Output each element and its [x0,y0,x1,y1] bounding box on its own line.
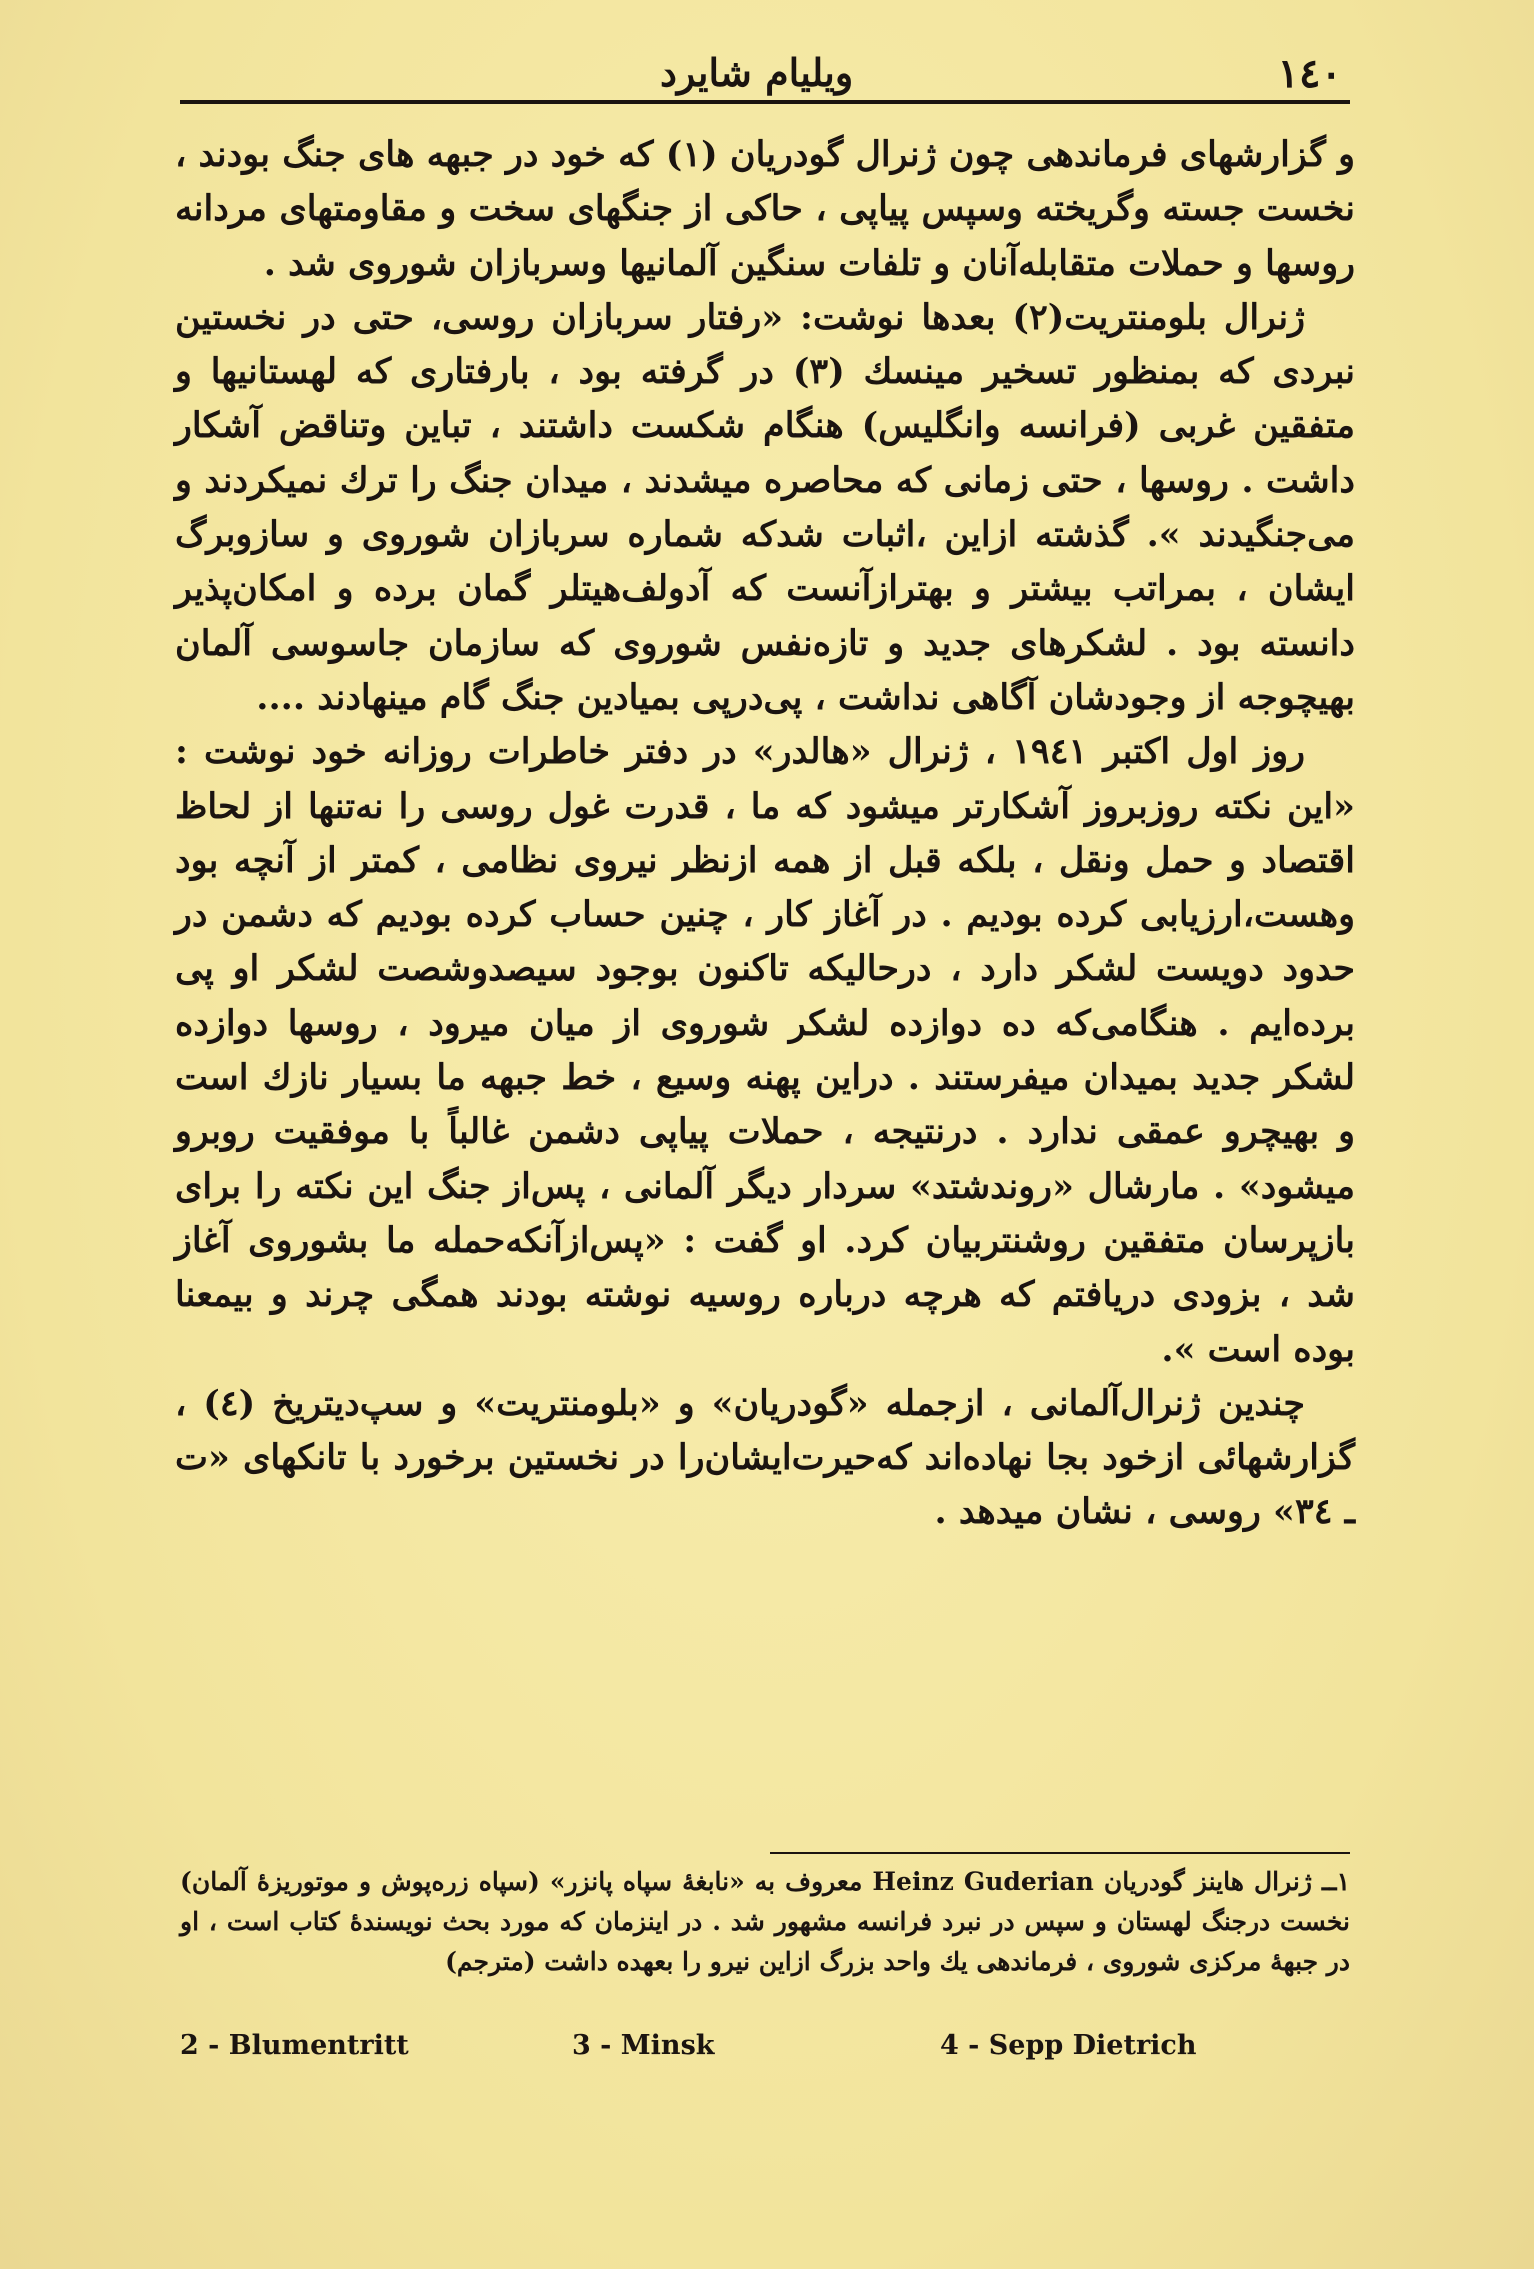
page-header [180,40,1350,102]
body-text [175,128,1355,1540]
paragraph-4: چندین ژنرال‌آلمانی ، ازجمله «گودریان» و «بلومنتریت» و سپ‌دیتریخ (٤) ، گزارشهائی ازخود بجا نهاده‌اند که‌حیرت‌ایشان‌را در نخستین برخورد با تانکهای «ت ـ ۳٤» روسی ، نشان میدهد . [175,1382,1355,1533]
header-rule [180,100,1350,104]
footnotes [180,1862,1350,1982]
footnote-1: ۱ــ ژنرال هاینز گودریان Heinz Guderian معروف به «نابغهٔ سپاه پانزر» (سپاه زره‌پوش و موتوریزهٔ آلمان) نخست درجنگ لهستان و سپس در نبرد فرانسه مشهور شد . در اینزمان که مورد بحث نویسندهٔ کتاب است ، او در جبههٔ مرکزی شوروی ، فرماندهی یك واحد بزرگ ازاین نیرو را بعهده داشت (مترجم) [180,1867,1351,1976]
running-title: ویلیام شایرد [660,50,854,95]
latin-footnotes [180,2030,1260,2070]
paragraph-2: ژنرال بلومنتریت(۲) بعدها نوشت: «رفتار سربازان روسی، حتی در نخستین نبردی که بمنظور تسخیر مینسك (۳) در گرفته بود ، بارفتاری که لهستانیها و متفقین غربی (فرانسه وانگلیس) هنگام شکست داشتند ، تباین وتناقض آشکار داشت . روسها ، حتی زمانی که محاصره میشدند ، میدان جنگ را ترك نمیکردند و می‌جنگیدند ». گذشته ازاین ،اثبات شدکه شماره سربازان شوروی و سازوبرگ ایشان ، بمراتب بیشتر و بهترازآنست که آدولف‌هیتلر گمان برده و امکان‌پذیر دانسته بود . لشکرهای جدید و تازه‌نفس شوروی که سازمان جاسوسی آلمان بهیچوجه از وجودشان آگاهی نداشت ، پی‌درپی بمیادین جنگ گام مینهادند .... [175,296,1355,718]
footnote-3: 3 - Minsk [572,2030,715,2061]
page-number: ١٤٠ [1277,50,1342,97]
footnote-2: 2 - Blumentritt [180,2030,409,2061]
footnote-rule [770,1852,1350,1854]
paragraph-3: روز اول اکتبر ۱۹٤۱ ، ژنرال «هالدر» در دفتر خاطرات روزانه خود نوشت : «این نکته روزبروز آشکارتر میشود که ما ، قدرت غول روسی را نه‌تنها از لحاظ اقتصاد و حمل ونقل ، بلکه قبل از همه ازنظر نیروی نظامی ، کمتر از آنچه بود وهست،ارزیابی کرده بودیم . در آغاز کار ، چنین حساب کرده بودیم که دشمن در حدود دویست لشکر دارد ، درحالیکه تاکنون بوجود سیصدوشصت لشکر او پی برده‌ایم . هنگامی‌که ده دوازده لشکر شوروی از میان میرود ، روسها دوازده لشکر جدید بمیدان میفرستند . دراین پهنه وسیع ، خط جبهه ما بسیار نازك است و بهیچرو عمقی ندارد . درنتیجه ، حملات پیاپی دشمن غالباً با موفقیت روبرو میشود» . مارشال «روندشتد» سردار دیگر آلمانی ، پس‌از جنگ این نکته را برای بازپرسان متفقین روشنتربیان کرد. او گفت : «پس‌ازآنکه‌حمله ما بشوروی آغاز شد ، بزودی دریافتم که هرچه درباره روسیه نوشته بودند همگی چرند و بیمعنا بوده است ». [175,731,1355,1370]
paragraph-1: و گزارشهای فرماندهی چون ژنرال گودریان (۱) که خود در جبهه های جنگ بودند ، نخست جسته وگریخته وسپس پیاپی ، حاکی از جنگهای سخت و مقاومتهای مردانه روسها و حملات متقابله‌آنان و تلفات سنگین آلمانیها وسربازان شوروی شد . [175,134,1355,284]
footnote-4: 4 - Sepp Dietrich [940,2030,1197,2061]
